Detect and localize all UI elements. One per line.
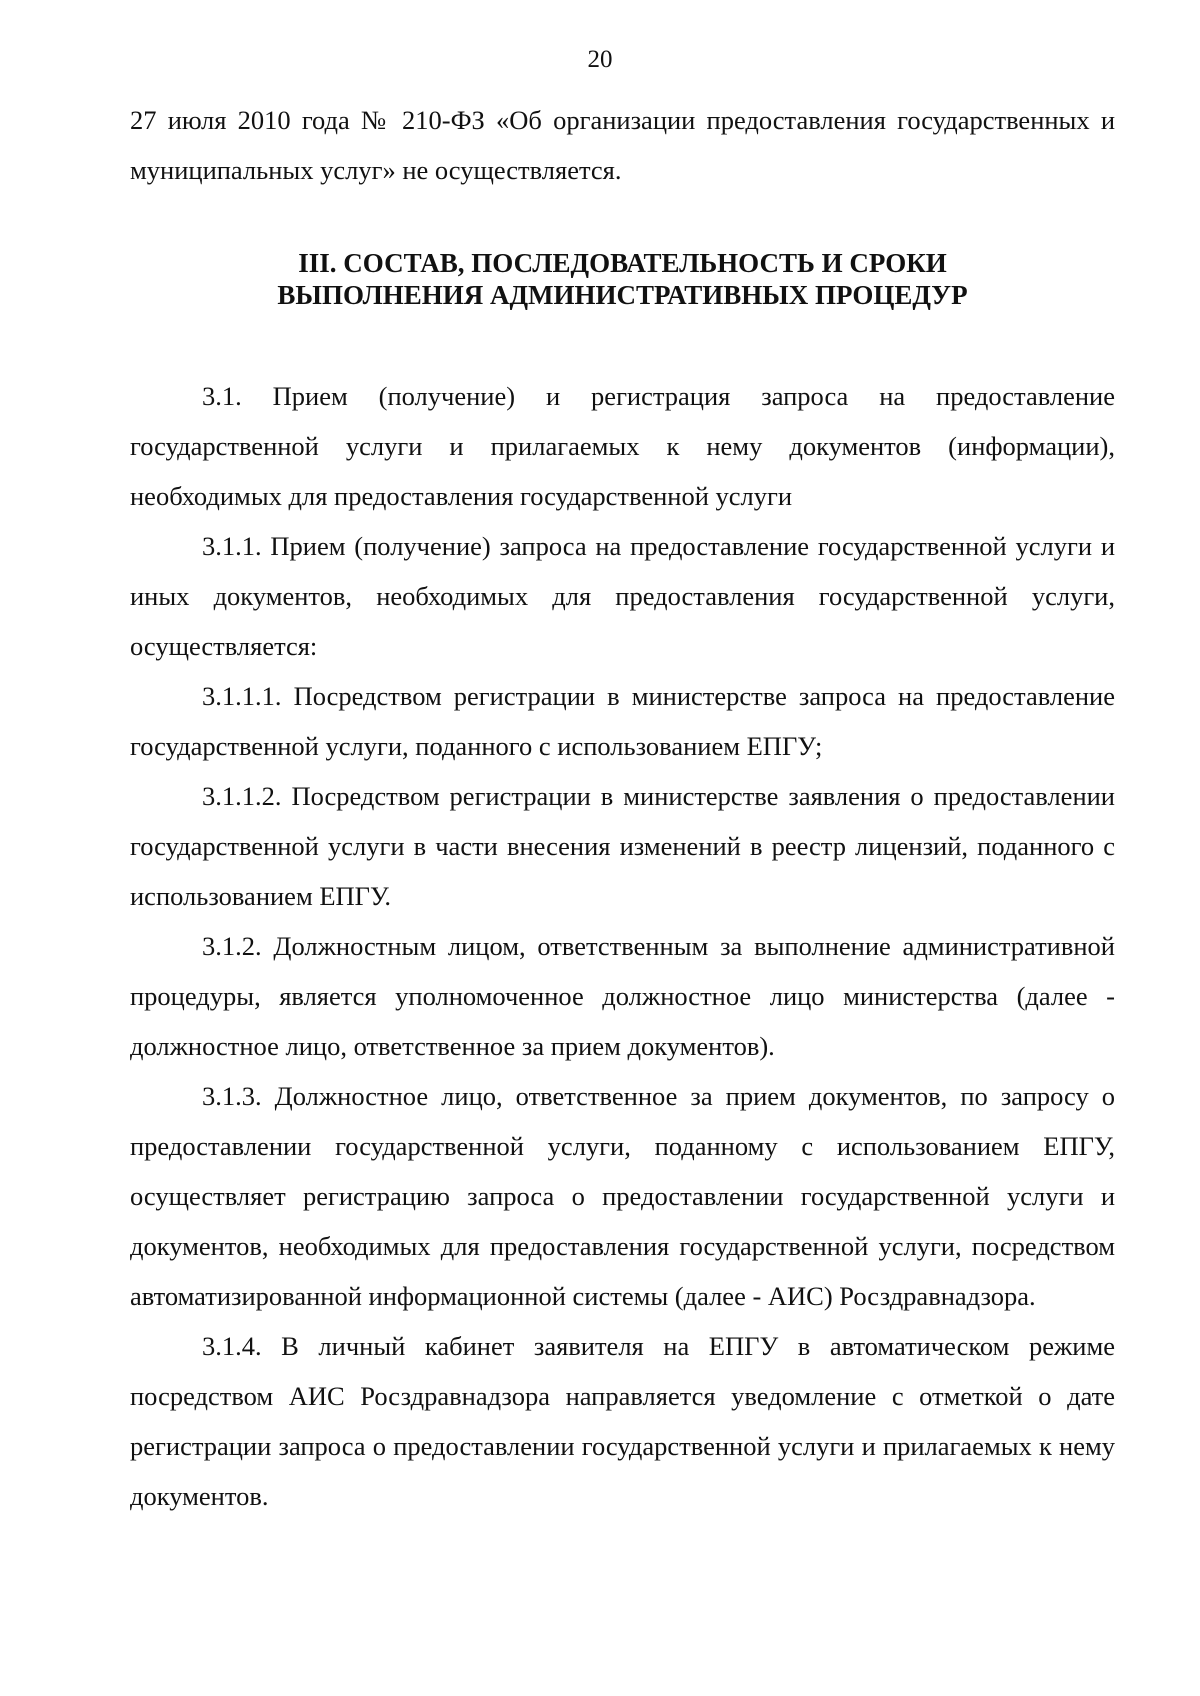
intro-paragraph: 27 июля 2010 года № 210-ФЗ «Об организации предоставления государственных и муниципальных услуг» не осуществляется.: [130, 105, 1115, 185]
section-heading-line-2: ВЫПОЛНЕНИЯ АДМИНИСТРАТИВНЫХ ПРОЦЕДУР: [277, 280, 968, 310]
paragraph-3-1-3: 3.1.3. Должностное лицо, ответственное за прием документов, по запросу о предоставлении государственной услуги, поданному с использованием ЕПГУ, осуществляет регистрацию запроса о предоставлении государственной услуги и документов, необходимых для предоставления государственной услуги, посредством автоматизированной информационной системы (далее - АИС) Росздравнадзора.: [130, 1081, 1115, 1311]
paragraph-3-1-4: 3.1.4. В личный кабинет заявителя на ЕПГУ в автоматическом режиме посредством АИС Росздравнадзора направляется уведомление с отметкой о дате регистрации запроса о предоставлении государственной услуги и прилагаемых к нему документов.: [130, 1331, 1115, 1511]
paragraph-3-1-1-2: 3.1.1.2. Посредством регистрации в министерстве заявления о предоставлении государственной услуги в части внесения изменений в реестр лицензий, поданного с использованием ЕПГУ.: [130, 781, 1115, 911]
page-number: 20: [587, 46, 613, 73]
document-body: [130, 95, 1115, 1521]
paragraph-3-1-1-1: 3.1.1.1. Посредством регистрации в министерстве запроса на предоставление государственной услуги, поданного с использованием ЕПГУ;: [130, 681, 1115, 761]
paragraph-3-1: 3.1. Прием (получение) и регистрация запроса на предоставление государственной услуги и прилагаемых к нему документов (информации), необходимых для предоставления государственной услуги: [130, 381, 1115, 511]
section-heading: [130, 247, 1115, 311]
paragraph-3-1-2: 3.1.2. Должностным лицом, ответственным за выполнение административной процедуры, является уполномоченное должностное лицо министерства (далее - должностное лицо, ответственное за прием документов).: [130, 931, 1115, 1061]
paragraph-3-1-1: 3.1.1. Прием (получение) запроса на предоставление государственной услуги и иных документов, необходимых для предоставления государственной услуги, осуществляется:: [130, 531, 1115, 661]
section-heading-line-1: III. СОСТАВ, ПОСЛЕДОВАТЕЛЬНОСТЬ И СРОКИ: [298, 248, 947, 278]
